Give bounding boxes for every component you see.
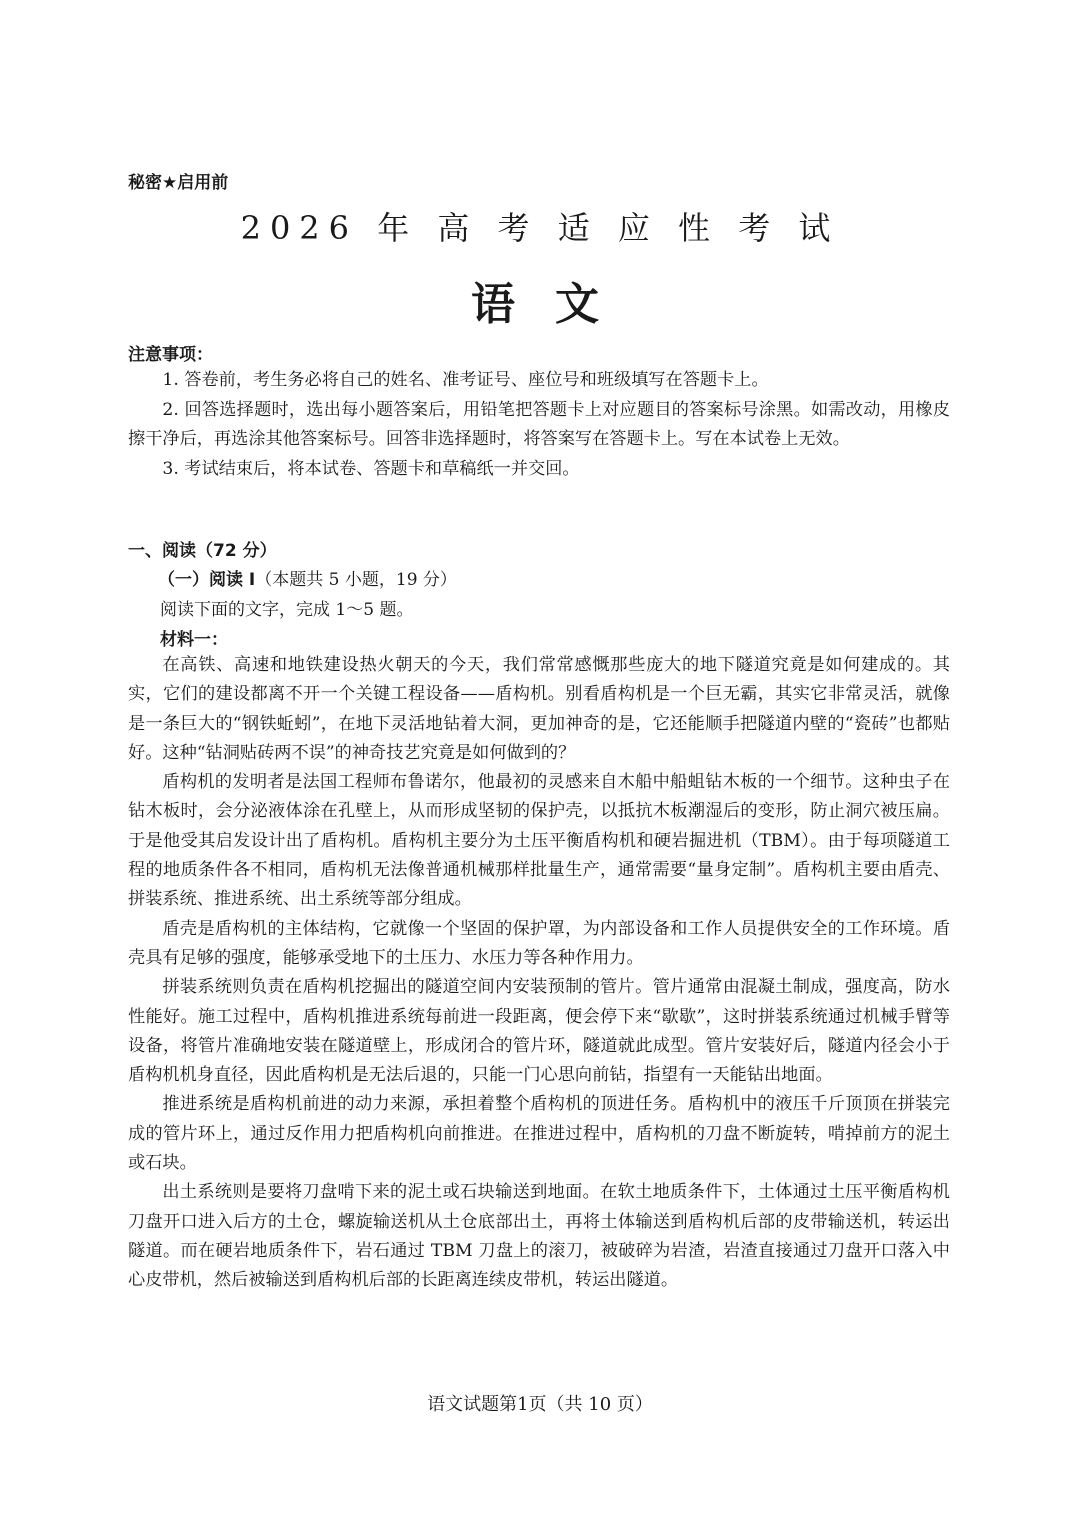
article-paragraph: 盾构机的发明者是法国工程师布鲁诺尔，他最初的灵感来自木船中船蛆钻木板的一个细节。这种虫子在钻木板时，会分泌液体涂在孔壁上，从而形成坚韧的保护壳，以抵抗木板潮湿后的变形，防止洞穴被压扁。于是他受其启发设计出了盾构机。盾构机主要分为土压平衡盾构机和硬岩掘进机（TBM）。由于每项隧道工程的地质条件各不相同，盾构机无法像普通机械那样批量生产，通常需要“量身定制”。盾构机主要由盾壳、拼装系统、推进系统、出土系统等部分组成。 <box>128 772 950 910</box>
notes-list <box>128 366 950 484</box>
section-heading: 一、阅读（72 分） <box>128 541 277 561</box>
exam-title: 2026 年 高 考 适 应 性 考 试 <box>240 209 840 247</box>
note-item-3: 3. 考试结束后，将本试卷、答题卡和草稿纸一并交回。 <box>162 458 580 479</box>
note-item-1: 1. 答卷前，考生务必将自己的姓名、准考证号、座位号和班级填写在答题卡上。 <box>162 370 769 390</box>
article-paragraph: 推进系统是盾构机前进的动力来源，承担着整个盾构机的顶进任务。盾构机中的液压千斤顶顶在拼装完成的管片环上，通过反作用力把盾构机向前推进。在推进过程中，盾构机的刀盘不断旋转，啃掉前方的泥土或石块。 <box>128 1094 950 1174</box>
notes-heading: 注意事项： <box>128 345 213 365</box>
reading-instruction: 阅读下面的文字，完成 1～5 题。 <box>160 600 414 620</box>
article-paragraph: 在高铁、高速和地铁建设热火朝天的今天，我们常常感慨那些庞大的地下隧道究竟是如何建成的。其实，它们的建设都离不开一个关键工程设备——盾构机。别看盾构机是一个巨无霸，其实它非常灵活，就像是一条巨大的“钢铁蚯蚓”，在地下灵活地钻着大洞，更加神奇的是，它还能顺手把隧道内壁的“瓷砖”也都贴好。这种“钻洞贴砖两不误”的神奇技艺究竟是如何做到的？ <box>128 655 950 763</box>
subject-title: 语文 <box>471 279 639 330</box>
article-paragraph: 出土系统则是要将刀盘啃下来的泥土或石块输送到地面。在软土地质条件下，土体通过土压平衡盾构机刀盘开口进入后方的土仓，螺旋输送机从土仓底部出土，再将土体输送到盾构机后部的皮带输送机，转运出隧道。而在硬岩地质条件下，岩石通过 TBM 刀盘上的滚刀，被破碎为岩渣，岩渣直接通过刀盘开口落入中心皮带机，然后被输送到盾构机后部的长距离连续皮带机，转运出隧道。 <box>128 1182 950 1291</box>
subsection-label: （一）阅读 I <box>158 570 256 590</box>
article-paragraph: 盾壳是盾构机的主体结构，它就像一个坚固的保护罩，为内部设备和工作人员提供安全的工作环境。盾壳具有足够的强度，能够承受地下的土压力、水压力等各种作用力。 <box>128 918 950 968</box>
material-label: 材料一： <box>160 630 228 650</box>
page-footer: 语文试题第1页（共 10 页） <box>427 1394 653 1415</box>
note-item-2: 2. 回答选择题时，选出每小题答案后，用铅笔把答题卡上对应题目的答案标号涂黑。如需改动，用橡皮擦干净后，再选涂其他答案标号。回答非选择题时，将答案写在答题卡上。写在本试卷上无效。 <box>128 399 950 449</box>
confidential-label: 秘密★启用前 <box>128 173 229 193</box>
subsection-heading <box>158 565 457 590</box>
article-body <box>128 651 950 1296</box>
article-paragraph: 拼装系统则负责在盾构机挖掘出的隧道空间内安装预制的管片。管片通常由混凝土制成，强度高，防水性能好。施工过程中，盾构机推进系统每前进一段距离，便会停下来“歇歇”，这时拼装系统通过机械手臂等设备，将管片准确地安装在隧道壁上，形成闭合的管片环，隧道就此成型。管片安装好后，隧道内径会小于盾构机机身直径，因此盾构机是无法后退的，只能一门心思向前钻，指望有一天能钻出地面。 <box>128 977 950 1086</box>
subsection-detail: （本题共 5 小题，19 分） <box>255 570 457 590</box>
